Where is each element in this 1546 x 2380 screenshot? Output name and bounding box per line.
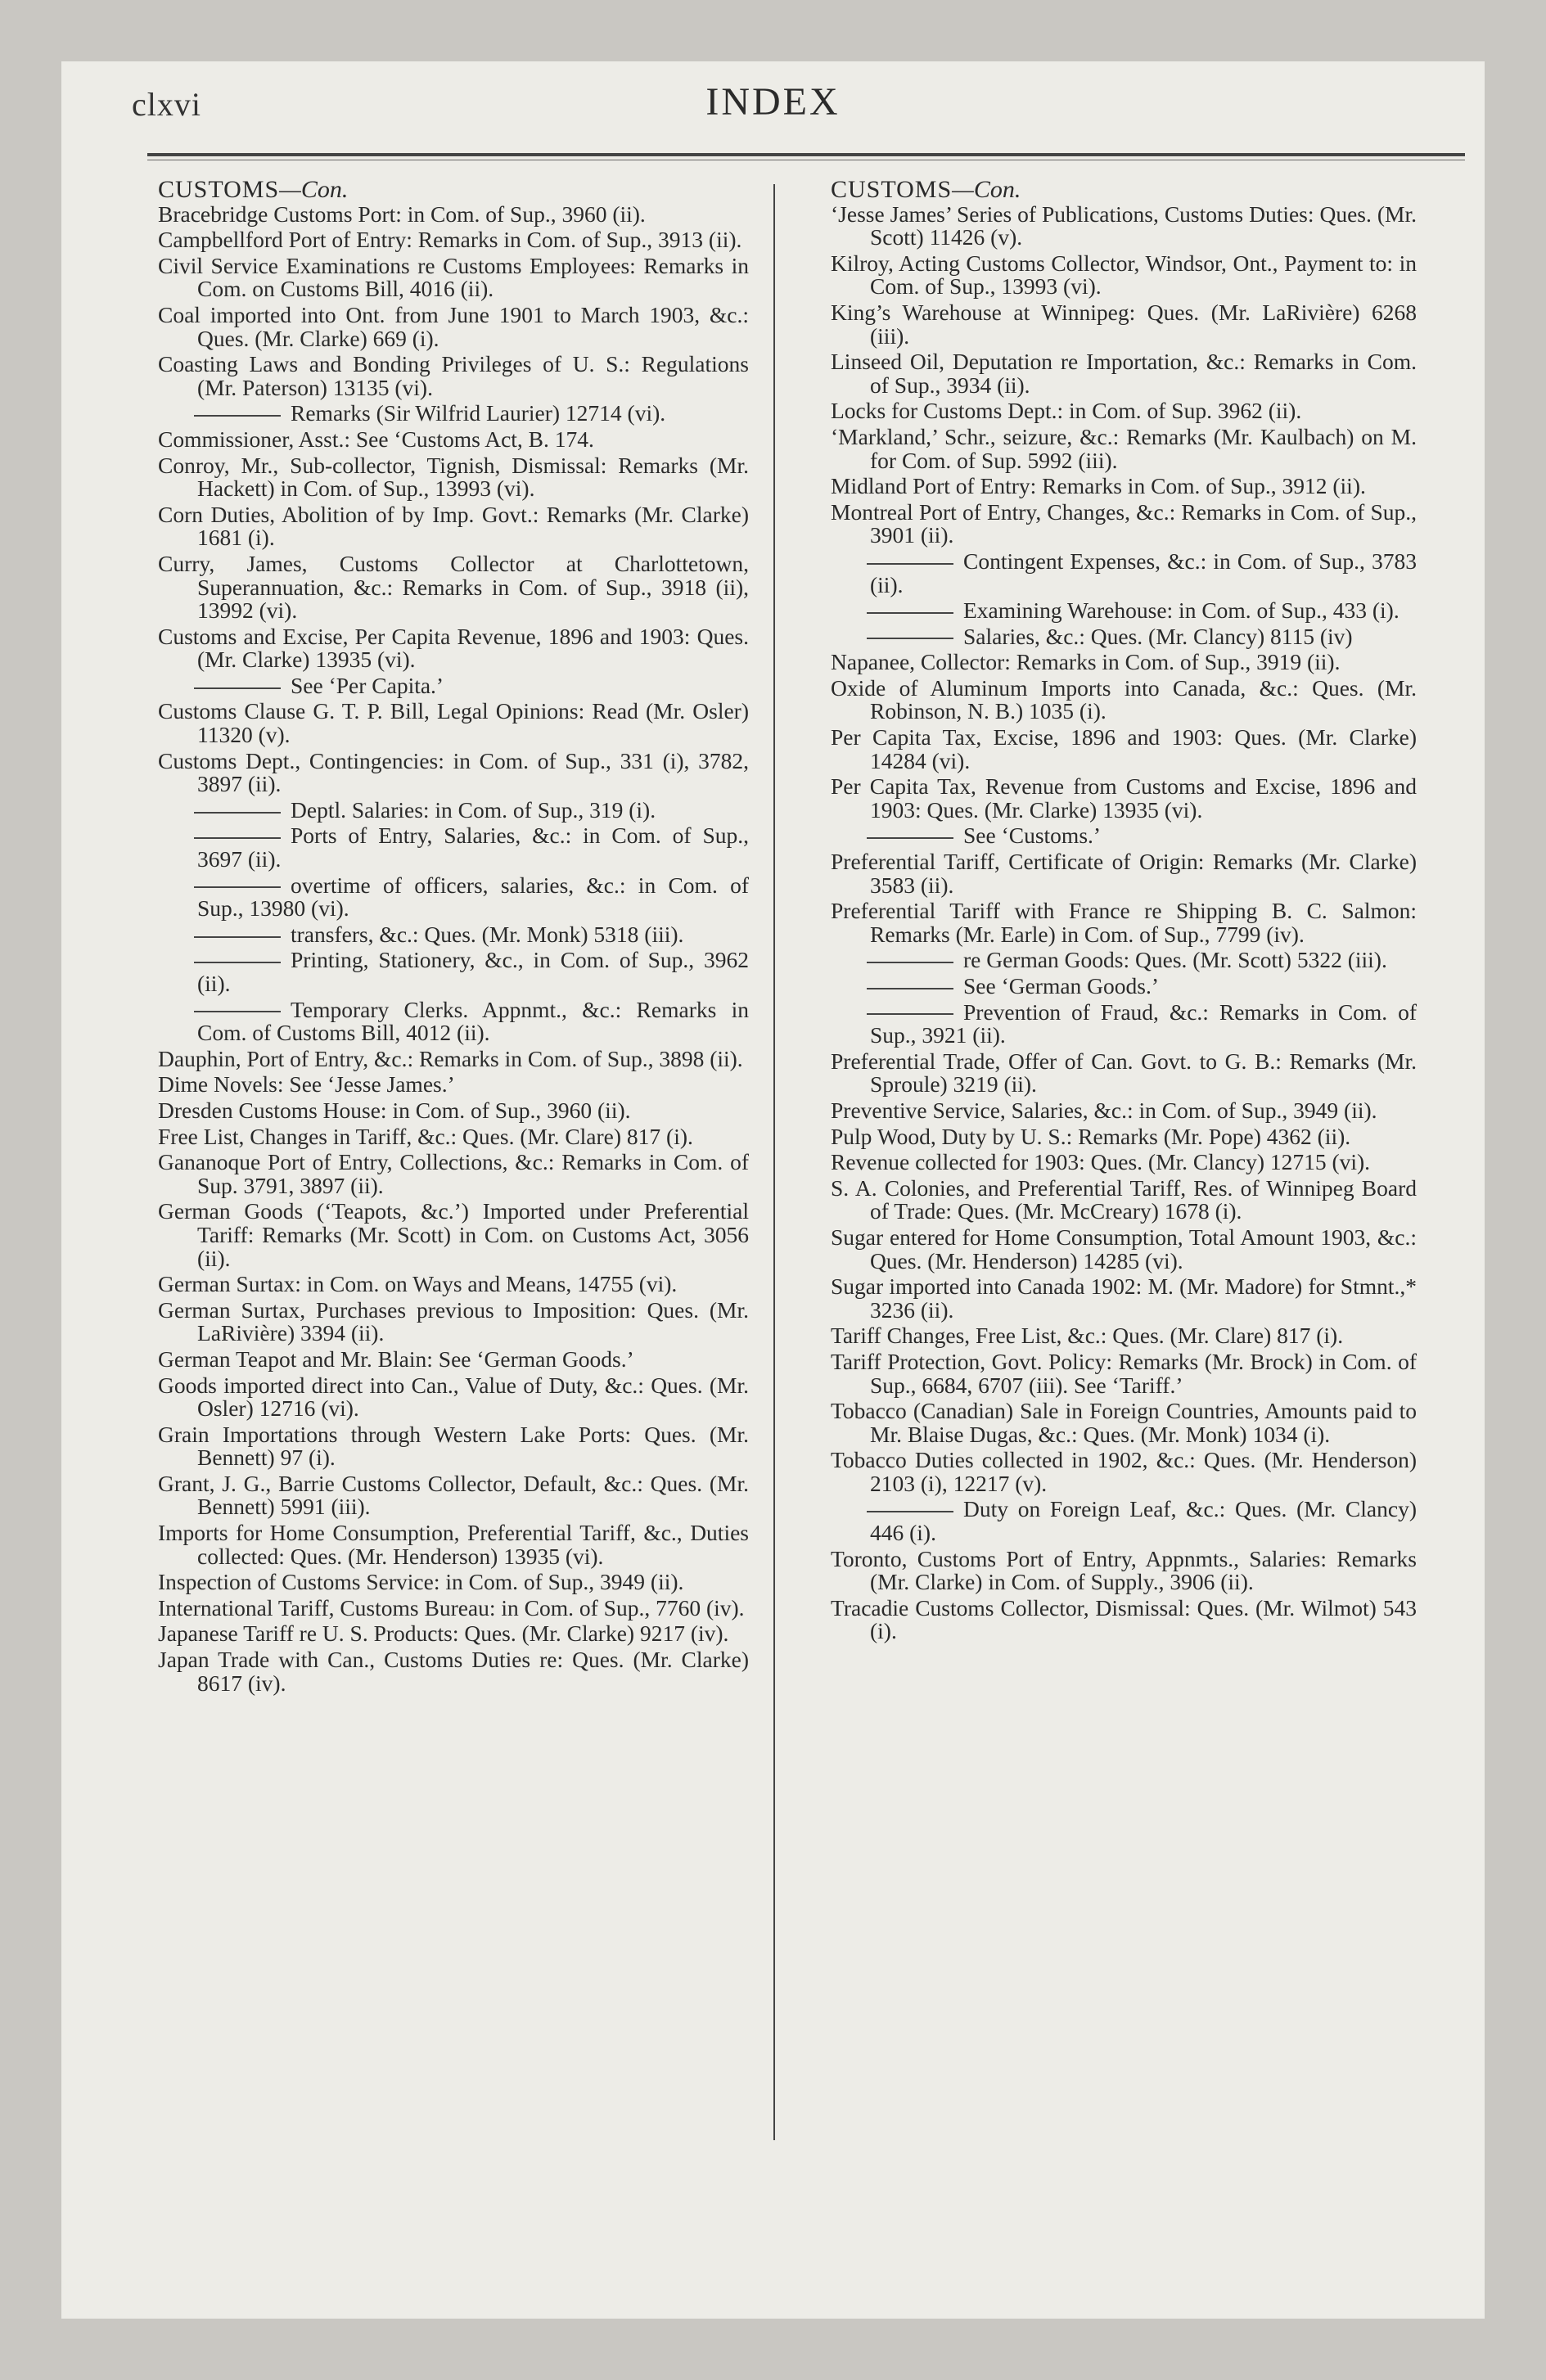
entry-text: Customs Dept., Contingencies: in Com. of Sup., 331 (i), 3782, 3897 (ii).: [158, 747, 749, 797]
header-rule-thick: [147, 153, 1465, 156]
index-entry: [158, 1374, 749, 1421]
index-subentry: [831, 998, 1417, 1048]
ditto-dash: [194, 415, 281, 417]
index-entry: [831, 1350, 1417, 1397]
entry-text: Tobacco (Canadian) Sale in Foreign Countries, Amounts paid to Mr. Blaise Dugas, &c.: Ques. (Mr. Monk) 1034 (i).: [831, 1398, 1417, 1447]
entry-text: Per Capita Tax, Excise, 1896 and 1903: Ques. (Mr. Clarke) 14284 (vi).: [831, 724, 1417, 773]
index-subentry: [831, 550, 1417, 597]
index-subentry: [158, 402, 749, 426]
index-entry: [158, 1521, 749, 1568]
entry-text: Coasting Laws and Bonding Privileges of U. S.: Regulations (Mr. Paterson) 13135 (vi).: [158, 351, 749, 400]
entry-text: Civil Service Examinations re Customs Employees: Remarks in Com. on Customs Bill, 4016 (ii).: [158, 252, 749, 302]
index-entry: [831, 350, 1417, 397]
entry-text: Tariff Changes, Free List, &c.: Ques. (Mr. Clare) 817 (i).: [831, 1323, 1344, 1349]
column-heading: [158, 178, 749, 202]
column-divider: [773, 184, 775, 2140]
index-entry: [158, 1296, 749, 1346]
entry-text: King’s Warehouse at Winnipeg: Ques. (Mr. LaRivière) 6268 (iii).: [831, 299, 1417, 349]
ditto-dash: [194, 687, 281, 689]
entry-text: Dime Novels: See ‘Jesse James.’: [158, 1071, 455, 1098]
entry-text: Pulp Wood, Duty by U. S.: Remarks (Mr. Pope) 4362 (ii).: [831, 1123, 1351, 1149]
index-entry: [831, 203, 1417, 250]
entry-text: Locks for Customs Dept.: in Com. of Sup. 3962 (ii).: [831, 398, 1302, 424]
entry-text: Duty on Foreign Leaf, &c.: Ques. (Mr. Clancy) 446 (i).: [870, 1496, 1417, 1546]
entry-text: German Surtax: in Com. on Ways and Means, 14755 (vi).: [158, 1271, 678, 1297]
index-entry: [158, 747, 749, 797]
index-subentry: [831, 599, 1417, 623]
entry-text: Japan Trade with Can., Customs Duties re: Ques. (Mr. Clarke) 8617 (iv).: [158, 1647, 749, 1696]
index-subentry: [158, 923, 749, 947]
entry-text: Midland Port of Entry: Remarks in Com. of Sup., 3912 (ii).: [831, 473, 1366, 499]
ditto-dash: [867, 962, 953, 963]
index-entry: [831, 674, 1417, 724]
entry-text: German Goods (‘Teapots, &c.’) Imported under Preferential Tariff: Remarks (Mr. Scott) in Com. on Customs Act, 3056 (ii).: [158, 1198, 749, 1271]
index-entry: [158, 1200, 749, 1270]
ditto-dash: [867, 563, 953, 565]
ditto-dash: [867, 638, 953, 639]
index-entry: [831, 1449, 1417, 1495]
entry-text: Dresden Customs House: in Com. of Sup., 3960 (ii).: [158, 1097, 631, 1123]
page-number: clxvi: [132, 86, 201, 123]
index-entry: [158, 700, 749, 746]
entry-text: Commissioner, Asst.: See ‘Customs Act, B. 174.: [158, 426, 594, 452]
index-entry: [831, 850, 1417, 897]
index-subentry: [831, 625, 1417, 649]
entry-text: transfers, &c.: Ques. (Mr. Monk) 5318 (iii).: [291, 921, 684, 947]
index-entry: [831, 1545, 1417, 1595]
entry-text: See ‘Per Capita.’: [291, 672, 444, 698]
page-title: INDEX: [705, 80, 841, 124]
entry-text: Japanese Tariff re U. S. Products: Ques. (Mr. Clarke) 9217 (iv).: [158, 1620, 729, 1647]
entry-text: Preventive Service, Salaries, &c.: in Com. of Sup., 3949 (ii).: [831, 1097, 1377, 1123]
index-entry: [831, 399, 1417, 423]
index-subentry: [831, 1498, 1417, 1544]
index-entry: [158, 1273, 749, 1296]
column-heading: [831, 178, 1417, 202]
ditto-dash: [867, 988, 953, 989]
entry-text: Temporary Clerks. Appnmt., &c.: Remarks in Com. of Customs Bill, 4012 (ii).: [197, 996, 749, 1046]
entry-text: International Tariff, Customs Bureau: in Com. of Sup., 7760 (iv).: [158, 1594, 745, 1620]
index-entry: [158, 454, 749, 501]
right-column: [831, 178, 1417, 1646]
index-entry: [831, 1125, 1417, 1149]
entry-text: Salaries, &c.: Ques. (Mr. Clancy) 8115 (iv): [963, 623, 1353, 649]
ditto-dash: [867, 1511, 953, 1512]
index-subentry: [158, 949, 749, 995]
entry-text: Toronto, Customs Port of Entry, Appnmts., Salaries: Remarks (Mr. Clarke) in Com. of Supply., 3906 (ii).: [831, 1545, 1417, 1595]
index-entry: [158, 252, 749, 302]
entry-text: Grant, J. G., Barrie Customs Collector, Default, &c.: Ques. (Mr. Bennett) 5991 (iii).: [158, 1470, 749, 1520]
entry-text: Kilroy, Acting Customs Collector, Windsor, Ont., Payment to: in Com. of Sup., 13993 (vi).: [831, 250, 1417, 300]
entry-text: Tariff Protection, Govt. Policy: Remarks (Mr. Brock) in Com. of Sup., 6684, 6707 (iii). See ‘Tariff.’: [831, 1348, 1417, 1398]
index-entry: [831, 1174, 1417, 1224]
index-entry: [831, 1400, 1417, 1446]
entry-text: Sugar imported into Canada 1902: M. (Mr. Madore) for Stmnt.,* 3236 (ii).: [831, 1273, 1417, 1323]
index-entry: [158, 1423, 749, 1470]
index-entry: [158, 1045, 749, 1071]
entry-text: Printing, Stationery, &c., in Com. of Sup., 3962 (ii).: [197, 947, 749, 996]
entry-text: Dauphin, Port of Entry, &c.: Remarks in Com. of Sup., 3898 (ii).: [158, 1045, 743, 1071]
entry-text: Prevention of Fraud, &c.: Remarks in Com. of Sup., 3921 (ii).: [870, 998, 1417, 1048]
index-entry: [831, 1050, 1417, 1097]
entry-text: German Surtax, Purchases previous to Imposition: Ques. (Mr. LaRivière) 3394 (ii).: [158, 1296, 749, 1346]
index-entry: [158, 1571, 749, 1594]
entry-text: Grain Importations through Western Lake Ports: Ques. (Mr. Bennett) 97 (i).: [158, 1421, 749, 1471]
column-heading-text: CUSTOMS: [158, 176, 280, 203]
entry-text: S. A. Colonies, and Preferential Tariff, Res. of Winnipeg Board of Trade: Ques. (Mr. McCreary) 1678 (i).: [831, 1174, 1417, 1224]
entry-text: Napanee, Collector: Remarks in Com. of Sup., 3919 (ii).: [831, 649, 1341, 675]
index-entry: [831, 775, 1417, 822]
ditto-dash: [867, 837, 953, 839]
entry-text: Remarks (Sir Wilfrid Laurier) 12714 (vi).: [291, 400, 666, 426]
entry-text: ‘Jesse James’ Series of Publications, Customs Duties: Ques. (Mr. Scott) 11426 (v).: [831, 201, 1417, 250]
index-entry: [158, 301, 749, 351]
entry-text: Oxide of Aluminum Imports into Canada, &c.: Ques. (Mr. Robinson, N. B.) 1035 (i).: [831, 674, 1417, 724]
entry-text: Free List, Changes in Tariff, &c.: Ques. (Mr. Clare) 817 (i).: [158, 1123, 693, 1149]
index-entry: [831, 475, 1417, 498]
entry-text: Tracadie Customs Collector, Dismissal: Ques. (Mr. Wilmot) 543 (i).: [831, 1594, 1417, 1644]
index-subentry: [158, 674, 749, 698]
index-entry: [158, 1594, 749, 1620]
index-entry: [158, 1622, 749, 1646]
index-entry: [158, 625, 749, 672]
index-subentry: [831, 949, 1417, 972]
column-heading-suffix: —Con.: [279, 176, 349, 203]
index-entry: [158, 203, 749, 227]
entry-text: Bracebridge Customs Port: in Com. of Sup., 3960 (ii).: [158, 201, 646, 227]
entry-text: German Teapot and Mr. Blain: See ‘German Goods.’: [158, 1346, 634, 1372]
ditto-dash: [194, 936, 281, 938]
index-subentry: [158, 998, 749, 1045]
index-subentry: [158, 874, 749, 921]
index-entry: [831, 498, 1417, 548]
entry-text: ‘Markland,’ Schr., seizure, &c.: Remarks (Mr. Kaulbach) on M. for Com. of Sup. 5992 (iii).: [831, 423, 1417, 473]
entry-text: See ‘Customs.’: [963, 823, 1102, 849]
entry-text: Preferential Tariff with France re Shipping B. C. Salmon: Remarks (Mr. Earle) in Com. of Sup., 7799 (iv).: [831, 898, 1417, 947]
index-entry: [158, 228, 749, 252]
index-entry: [831, 1099, 1417, 1123]
index-entry: [158, 1099, 749, 1123]
index-entry: [158, 552, 749, 623]
index-entry: [158, 428, 749, 452]
index-entry: [831, 651, 1417, 674]
entry-text: Sugar entered for Home Consumption, Total Amount 1903, &c.: Ques. (Mr. Henderson) 14285 (vi).: [831, 1224, 1417, 1273]
ditto-dash: [194, 837, 281, 839]
ditto-dash: [867, 612, 953, 614]
index-subentry: [158, 796, 749, 823]
entry-text: Campbellford Port of Entry: Remarks in Com. of Sup., 3913 (ii).: [158, 227, 742, 253]
index-entry: [158, 1472, 749, 1519]
ditto-dash: [867, 1013, 953, 1015]
entry-text: Per Capita Tax, Revenue from Customs and Excise, 1896 and 1903: Ques. (Mr. Clarke) 13935 (vi).: [831, 773, 1417, 823]
left-column: [158, 178, 749, 1697]
entry-text: Deptl. Salaries: in Com. of Sup., 319 (i).: [291, 796, 656, 823]
index-subentry: [158, 824, 749, 871]
entry-text: re German Goods: Ques. (Mr. Scott) 5322 (iii).: [963, 947, 1387, 973]
entry-text: Customs Clause G. T. P. Bill, Legal Opinions: Read (Mr. Osler) 11320 (v).: [158, 698, 749, 748]
entry-text: Conroy, Mr., Sub-collector, Tignish, Dismissal: Remarks (Mr. Hackett) in Com. of Sup., 13993 (vi).: [158, 452, 749, 502]
index-entry: [158, 503, 749, 550]
index-entry: [831, 1594, 1417, 1644]
index-entry: [831, 726, 1417, 773]
index-entry: [158, 1648, 749, 1695]
column-heading-text: CUSTOMS: [831, 176, 953, 203]
entry-text: Imports for Home Consumption, Preferential Tariff, &c., Duties collected: Ques. (Mr. Henderson) 13935 (vi).: [158, 1520, 749, 1569]
entry-text: Revenue collected for 1903: Ques. (Mr. Clancy) 12715 (vi).: [831, 1149, 1371, 1175]
entry-text: Linseed Oil, Deputation re Importation, &c.: Remarks in Com. of Sup., 3934 (ii).: [831, 349, 1417, 398]
ditto-dash: [194, 812, 281, 814]
column-heading-suffix: —Con.: [952, 176, 1021, 203]
entry-text: Examining Warehouse: in Com. of Sup., 433 (i).: [963, 597, 1400, 624]
entry-text: Coal imported into Ont. from June 1901 to March 1903, &c.: Ques. (Mr. Clarke) 669 (i).: [158, 301, 749, 351]
index-page: [61, 61, 1485, 2319]
entry-text: Customs and Excise, Per Capita Revenue, 1896 and 1903: Ques. (Mr. Clarke) 13935 (vi).: [158, 623, 749, 673]
entry-text: Inspection of Customs Service: in Com. of Sup., 3949 (ii).: [158, 1569, 684, 1595]
index-entry: [158, 1151, 749, 1197]
index-entry: [158, 1348, 749, 1372]
entry-text: Goods imported direct into Can., Value of Duty, &c.: Ques. (Mr. Osler) 12716 (vi).: [158, 1372, 749, 1422]
entry-list: [831, 203, 1417, 1643]
index-entry: [831, 252, 1417, 299]
index-entry: [831, 1324, 1417, 1348]
entry-text: Tobacco Duties collected in 1902, &c.: Ques. (Mr. Henderson) 2103 (i), 12217 (v).: [831, 1447, 1417, 1496]
entry-text: Preferential Tariff, Certificate of Origin: Remarks (Mr. Clarke) 3583 (ii).: [831, 849, 1417, 898]
index-entry: [831, 1275, 1417, 1322]
entry-text: Preferential Trade, Offer of Can. Govt. to G. B.: Remarks (Mr. Sproule) 3219 (ii).: [831, 1048, 1417, 1098]
index-entry: [158, 1125, 749, 1149]
ditto-dash: [194, 886, 281, 888]
index-entry: [831, 1151, 1417, 1174]
entry-text: Montreal Port of Entry, Changes, &c.: Remarks in Com. of Sup., 3901 (ii).: [831, 498, 1417, 548]
index-entry: [831, 301, 1417, 348]
index-entry: [831, 423, 1417, 473]
entry-text: Ports of Entry, Salaries, &c.: in Com. of Sup., 3697 (ii).: [197, 823, 749, 872]
index-subentry: [831, 824, 1417, 848]
ditto-dash: [194, 962, 281, 963]
index-entry: [158, 353, 749, 399]
ditto-dash: [194, 1011, 281, 1012]
index-entry: [831, 899, 1417, 946]
entry-text: Curry, James, Customs Collector at Charlottetown, Superannuation, &c.: Remarks in Com. of Sup., 3918 (ii), 13992 (vi).: [158, 550, 749, 624]
index-entry: [831, 1226, 1417, 1273]
index-subentry: [831, 975, 1417, 998]
entry-text: Contingent Expenses, &c.: in Com. of Sup., 3783 (ii).: [870, 548, 1417, 597]
entry-text: overtime of officers, salaries, &c.: in Com. of Sup., 13980 (vi).: [197, 872, 749, 922]
entry-text: Corn Duties, Abolition of by Imp. Govt.: Remarks (Mr. Clarke) 1681 (i).: [158, 501, 749, 551]
entry-list: [158, 203, 749, 1696]
entry-text: See ‘German Goods.’: [963, 973, 1160, 998]
index-entry: [158, 1073, 749, 1097]
entry-text: Gananoque Port of Entry, Collections, &c.: Remarks in Com. of Sup. 3791, 3897 (ii).: [158, 1149, 749, 1198]
